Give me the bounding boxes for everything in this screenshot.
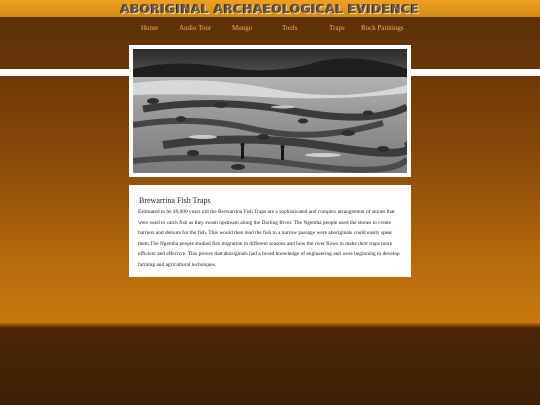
- article-box: [129, 185, 411, 277]
- nav-link-audio-tour[interactable]: Audio Tour: [179, 24, 212, 32]
- article-title: Brewarrina Fish Traps: [139, 196, 211, 205]
- site-banner: [0, 0, 540, 17]
- nav-link-traps[interactable]: Traps: [329, 24, 345, 32]
- photo-frame: [129, 45, 411, 177]
- main-nav: [130, 24, 420, 38]
- fish-traps-photo: [133, 49, 407, 173]
- nav-link-tools[interactable]: Tools: [282, 24, 298, 32]
- nav-link-rock-paintings[interactable]: Rock Paintings: [361, 24, 404, 32]
- site-title: ABORIGINAL ARCHAEOLOGICAL EVIDENCE: [120, 1, 420, 16]
- fish-traps-photo-image: [133, 49, 407, 173]
- nav-link-home[interactable]: Home: [141, 24, 159, 32]
- article-body: Estimated to be 40,000 years old the Brewarrina Fish Traps are a sophisticated and complex arrangement of stones that were used to catch fish as they swam upstream along the Darling River. The Ngemba people used the stones to create barriers and detours for the fish. This would then lead the fish to a narrow passage were aboriginals could easily spear them.The Ngemba people studied fish migration in different seasons and how the river flows to make their traps more efficient and effective. This proves that aboriginals had a broad knowledge of engineering and were beginning to develop farming and agricultural techniques.: [138, 209, 400, 268]
- nav-link-mungo[interactable]: Mungo: [232, 24, 253, 32]
